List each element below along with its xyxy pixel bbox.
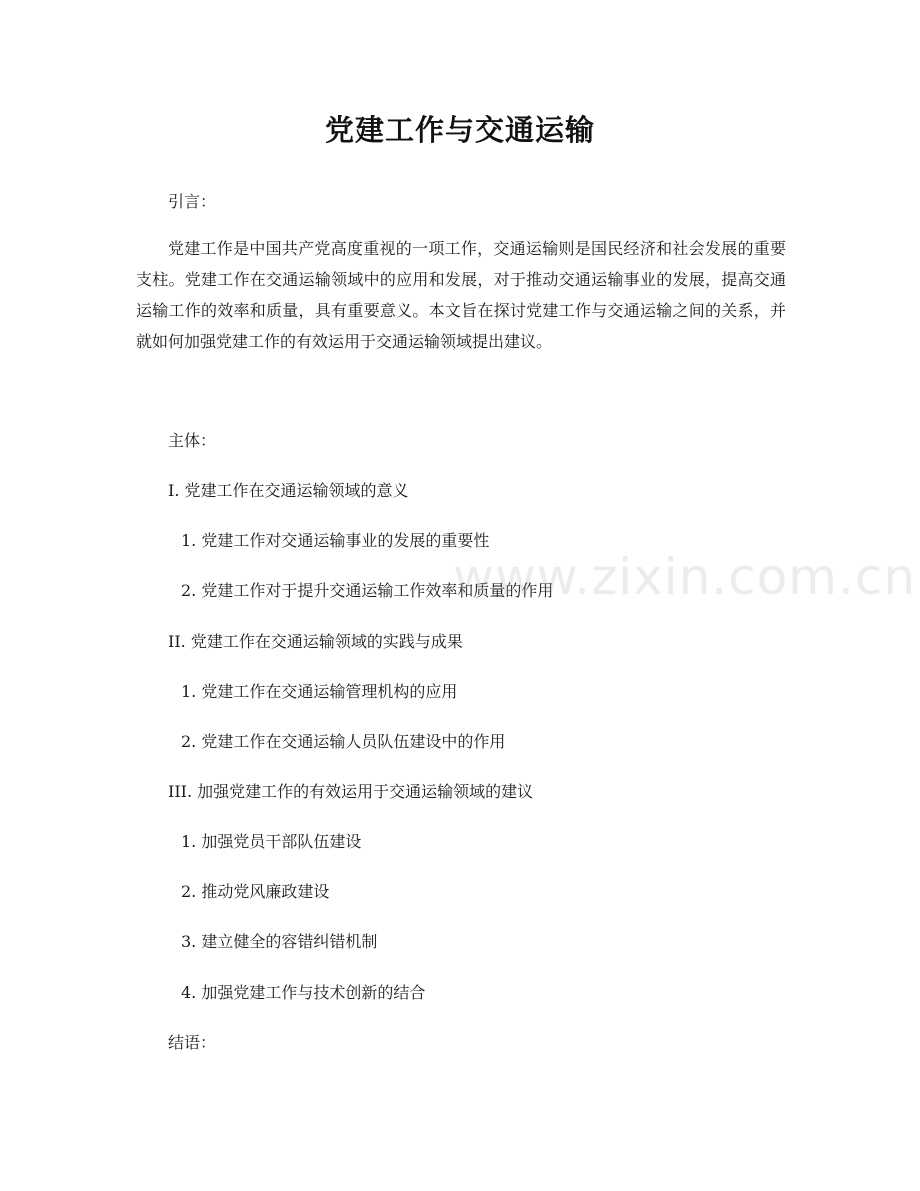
section-heading: II. 党建工作在交通运输领域的实践与成果 xyxy=(168,632,463,651)
intro-heading: 引言： xyxy=(168,192,217,211)
section-item: 1. 党建工作在交通运输管理机构的应用 xyxy=(181,682,458,701)
section-item: 3. 建立健全的容错纠错机制 xyxy=(181,932,378,951)
section-item: 2. 党建工作对于提升交通运输工作效率和质量的作用 xyxy=(181,581,554,600)
section-item: 1. 加强党员干部队伍建设 xyxy=(181,832,362,851)
section-item: 2. 推动党风廉政建设 xyxy=(181,882,330,901)
document-title: 党建工作与交通运输 xyxy=(324,113,595,147)
body-heading: 主体： xyxy=(168,431,217,450)
section-item: 4. 加强党建工作与技术创新的结合 xyxy=(181,983,426,1002)
intro-paragraph: 党建工作是中国共产党高度重视的一项工作，交通运输则是国民经济和社会发展的重要支柱。党建工作在交通运输领域中的应用和发展，对于推动交通运输事业的发展，提高交通运输工作的效率和质量，具有重要意义。本文旨在探讨党建工作与交通运输之间的关系，并就如何加强党建工作的有效运用于交通运输领域提出建议。 xyxy=(136,239,786,351)
section-heading: I. 党建工作在交通运输领域的意义 xyxy=(168,481,409,500)
section-item: 1. 党建工作对交通运输事业的发展的重要性 xyxy=(181,531,490,550)
section-item: 2. 党建工作在交通运输人员队伍建设中的作用 xyxy=(181,732,506,751)
section-heading: III. 加强党建工作的有效运用于交通运输领域的建议 xyxy=(168,782,534,801)
conclusion-heading: 结语： xyxy=(168,1033,217,1052)
watermark-text: www.zixin.com.cn xyxy=(453,548,917,606)
